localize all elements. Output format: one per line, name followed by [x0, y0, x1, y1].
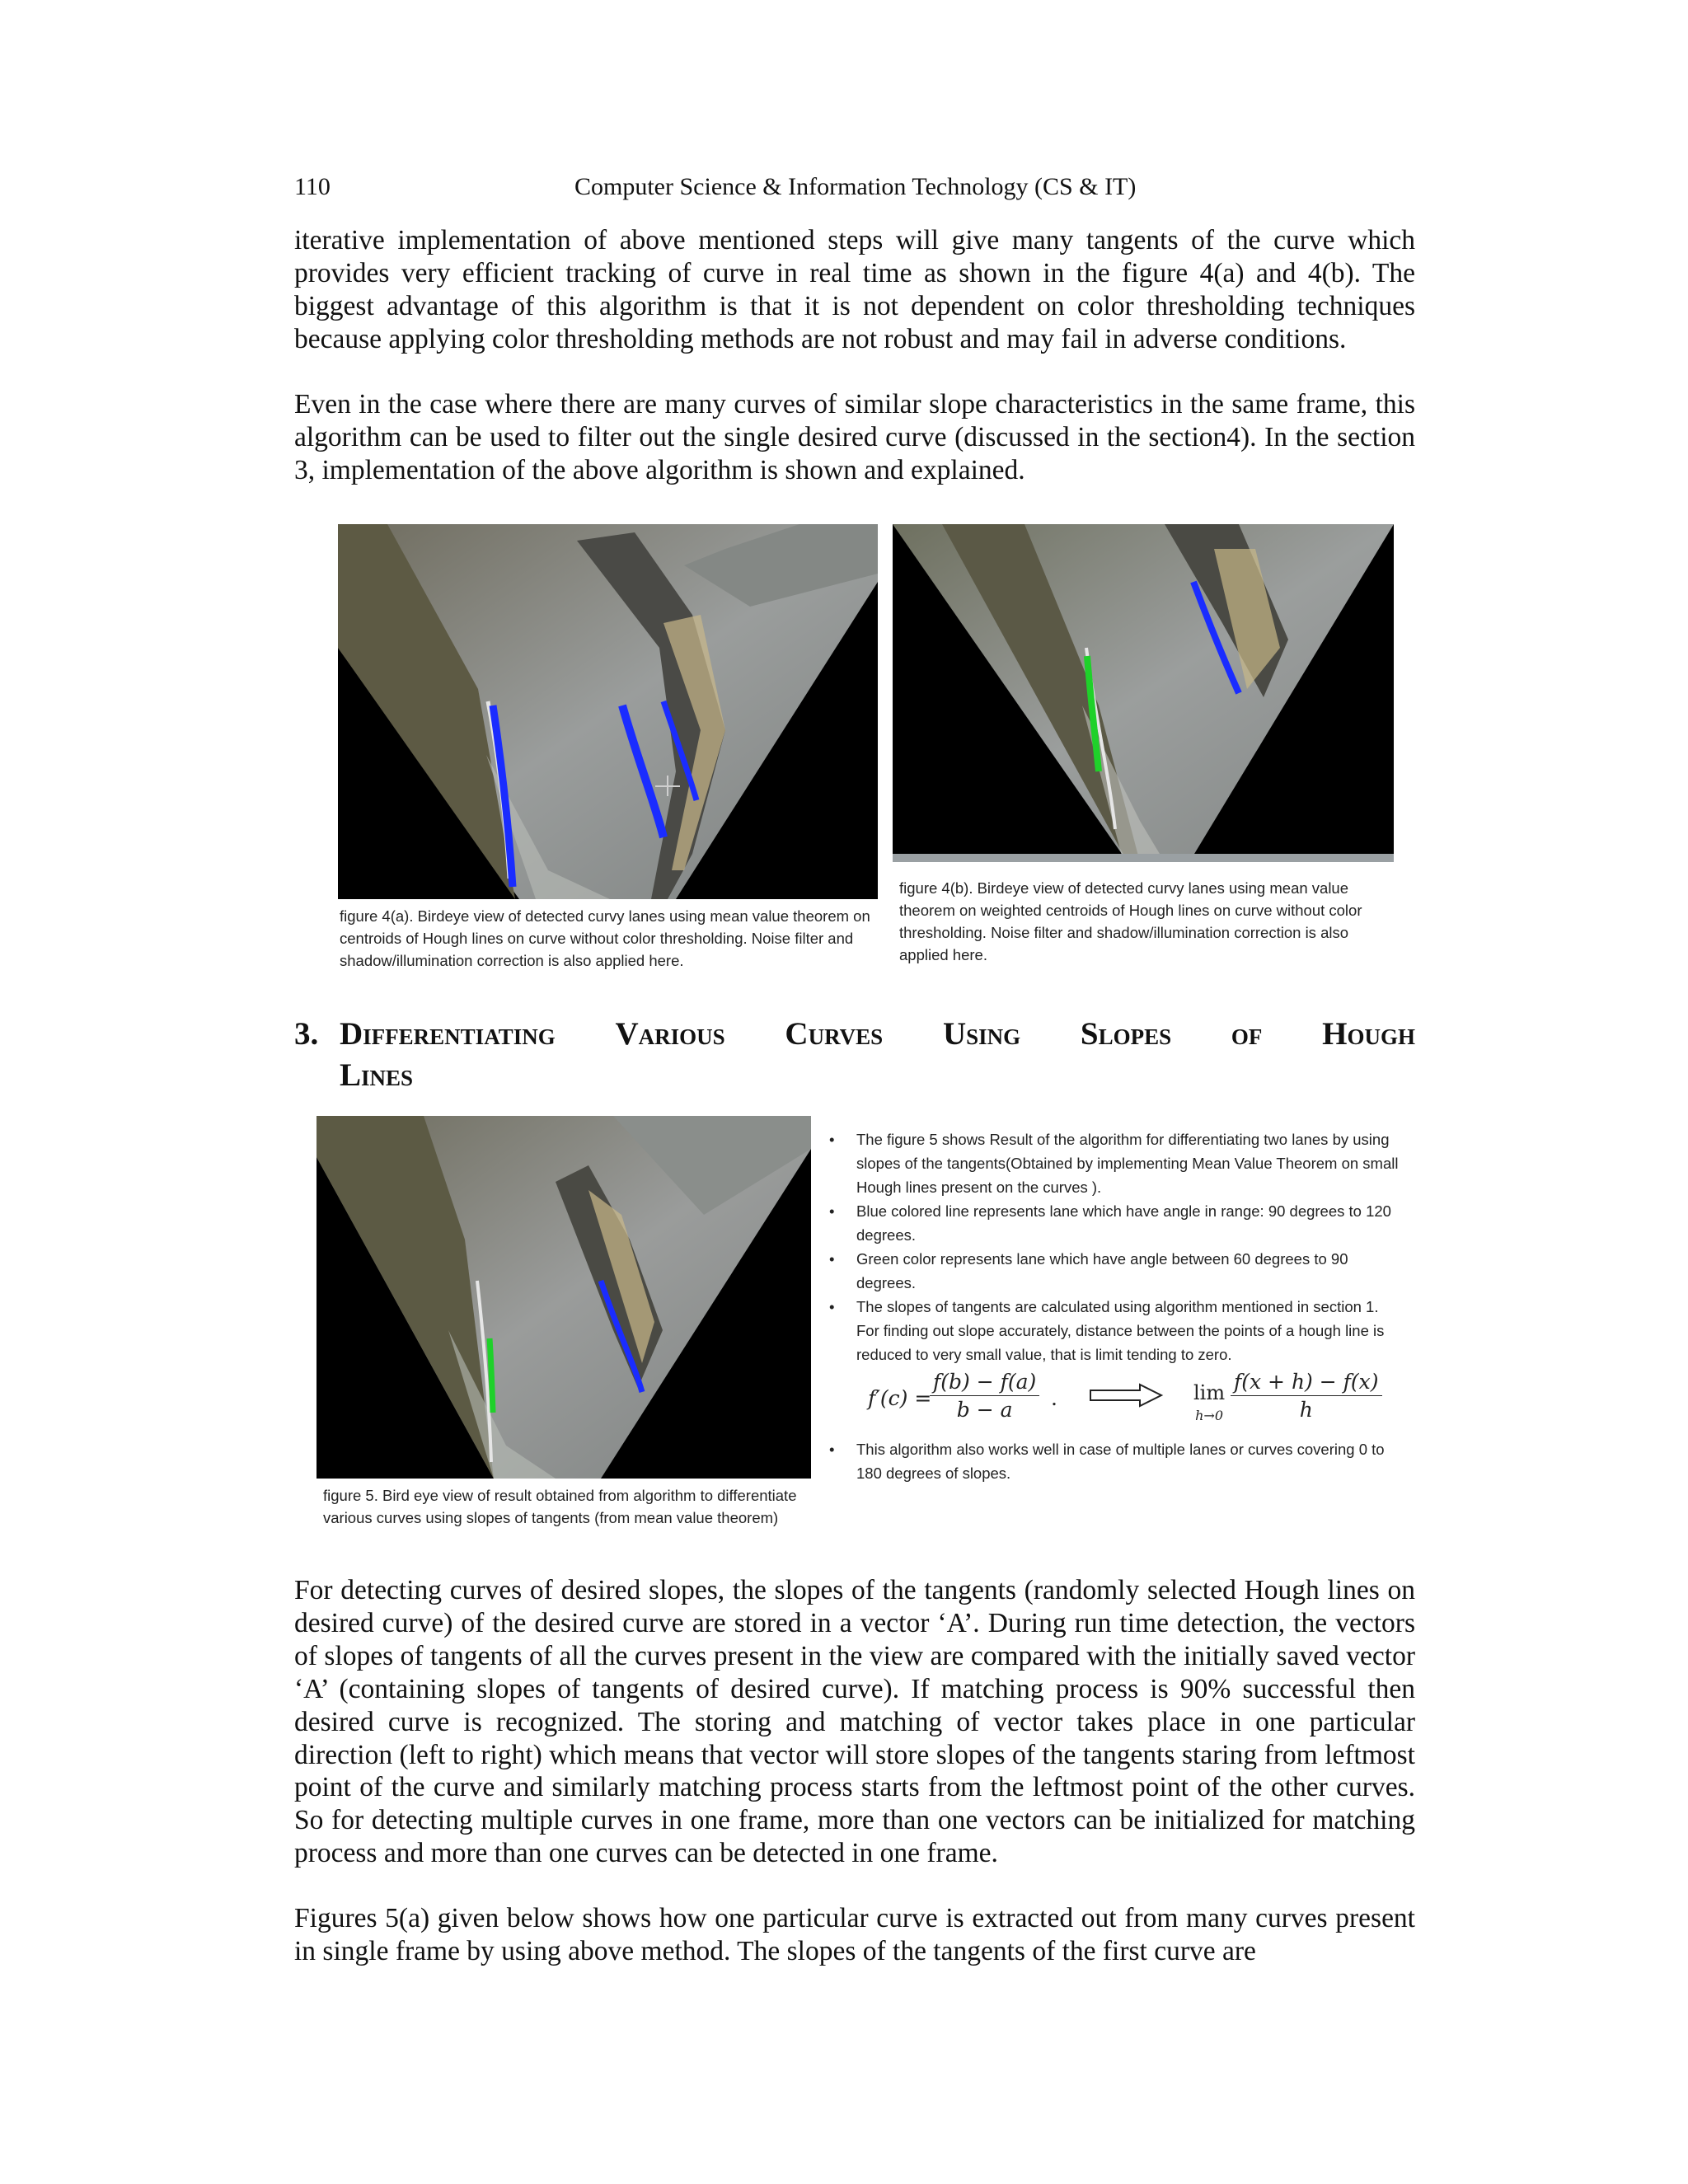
section-title-word: Hough: [1322, 1016, 1415, 1052]
bullet: •: [829, 1441, 835, 1458]
note-text: The figure 5 shows Result of the algorithm for differentiating two lanes by using slopes of the tangents(Obtained by implementing Mean Value Theorem on small Hough lines present on the curves ).: [856, 1131, 1399, 1196]
figure-4a: [338, 524, 878, 973]
figure-4b-image: [893, 524, 1394, 862]
note-text: This algorithm also works well in case of multiple lanes or curves covering 0 to 180 degrees of slopes.: [856, 1441, 1385, 1482]
note-item: [829, 1295, 1404, 1366]
paragraph-1: iterative implementation of above mentioned steps will give many tangents of the curve which provides very efficient tracking of curve in real time as shown in the figure 4(a) and 4(b). The biggest advantage of this algorithm is that it is not dependent on color thresholding techniques because applying color thresholding methods are not robust and may fail in adverse conditions.: [294, 225, 1415, 354]
note-text: The slopes of tangents are calculated using algorithm mentioned in section 1. For finding out slope accurately, distance between the points of a hough line is reduced to very small value, that is limit tending to zero.: [856, 1298, 1385, 1363]
note-item: [829, 1247, 1404, 1295]
formula-fraction-1: [930, 1370, 1039, 1422]
section-number: 3.: [294, 1016, 319, 1052]
implies-arrow-icon: [1089, 1383, 1165, 1408]
paragraph-4: Figures 5(a) given below shows how one particular curve is extracted out from many curves present in single frame by using above method. The slopes of the tangents of the first curve are: [294, 1903, 1415, 1966]
bullet: •: [829, 1202, 835, 1220]
section-title-word: Differentiating: [340, 1016, 556, 1052]
birdeye-road-image-5: [316, 1116, 811, 1479]
formula-fraction-2: [1231, 1370, 1382, 1422]
figure-5: [316, 1116, 819, 1536]
note-text: Green color represents lane which have angle between 60 degrees to 90 degrees.: [856, 1250, 1348, 1291]
limit-subscript: h→0: [1195, 1408, 1223, 1423]
section-title-word: of: [1231, 1016, 1263, 1052]
section-title-word: Curves: [785, 1016, 884, 1052]
figure-4b: [893, 524, 1394, 973]
formula-dot: .: [1051, 1386, 1057, 1410]
journal-title: Computer Science & Information Technology (CS & IT): [574, 173, 1137, 200]
note-text: Blue colored line represents lane which have angle in range: 90 degrees to 120 degrees.: [856, 1202, 1391, 1244]
birdeye-road-image-4b: [893, 524, 1394, 862]
note-item: [829, 1437, 1404, 1485]
fraction-numerator: f(x + h) − f(x): [1231, 1370, 1382, 1396]
limit-label: lim: [1193, 1381, 1226, 1404]
note-item: [829, 1127, 1404, 1199]
bullet: •: [829, 1298, 835, 1315]
limit-operator: [1193, 1381, 1225, 1427]
mean-value-theorem-formula: [827, 1370, 1404, 1431]
fraction-denominator: b − a: [956, 1398, 1013, 1422]
green-lane-mark: [490, 1338, 493, 1413]
figure-5-image: [316, 1116, 811, 1479]
note-item: [829, 1199, 1404, 1247]
formula-lhs: f′(c) =: [868, 1386, 932, 1410]
figure-5-notes: [827, 1127, 1404, 1485]
section-title-word: Using: [942, 1016, 1021, 1052]
figure-4a-image: [338, 524, 878, 899]
section-title-word: Slopes: [1080, 1016, 1172, 1052]
running-header: [294, 173, 1415, 206]
figure-5-caption: figure 5. Bird eye view of result obtained from algorithm to differentiate various curves using slopes of tangents (from mean value theorem): [323, 1487, 797, 1526]
fraction-numerator: f(b) − f(a): [930, 1370, 1039, 1396]
figure-4a-caption: figure 4(a). Birdeye view of detected curvy lanes using mean value theorem on centroids of Hough lines on curve without color thresholding. Noise filter and shadow/illumination correction is also applied here.: [340, 907, 870, 969]
page-number: 110: [294, 173, 331, 200]
fraction-denominator: h: [1299, 1398, 1313, 1422]
section-title-line-1: [340, 1014, 1415, 1055]
birdeye-road-image-4a: [338, 524, 878, 899]
section-title-line-2: Lines: [340, 1057, 414, 1093]
bullet: •: [829, 1131, 835, 1148]
bullet: •: [829, 1250, 835, 1268]
paragraph-3: For detecting curves of desired slopes, the slopes of the tangents (randomly selected Hough lines on desired curve) of the desired curve are stored in a vector ‘A’. During run time detection, the vectors of slopes of tangents of all the curves present in the view are compared with the initially saved vector ‘A’ (containing slopes of tangents of desired curve). If matching process is 90% successful then desired curve is recognized. The storing and matching of vector takes place in one particular direction (left to right) which means that vector will store slopes of the tangents staring from leftmost point of the curve and similarly matching process starts from the leftmost point of the other curves. So for detecting multiple curves in one frame, more than one vectors can be initialized for matching process and more than one curves can be detected in one frame.: [294, 1575, 1415, 1869]
figure-4b-caption: figure 4(b). Birdeye view of detected curvy lanes using mean value theorem on weighted centroids of Hough lines on curve without color thresholding. Noise filter and shadow/illumination correction is also applied here.: [899, 879, 1362, 963]
paragraph-2: Even in the case where there are many curves of similar slope characteristics in the same frame, this algorithm can be used to filter out the single desired curve (discussed in the section4). In the section 3, implementation of the above algorithm is shown and explained.: [294, 389, 1415, 485]
section-title-word: Various: [615, 1016, 725, 1052]
